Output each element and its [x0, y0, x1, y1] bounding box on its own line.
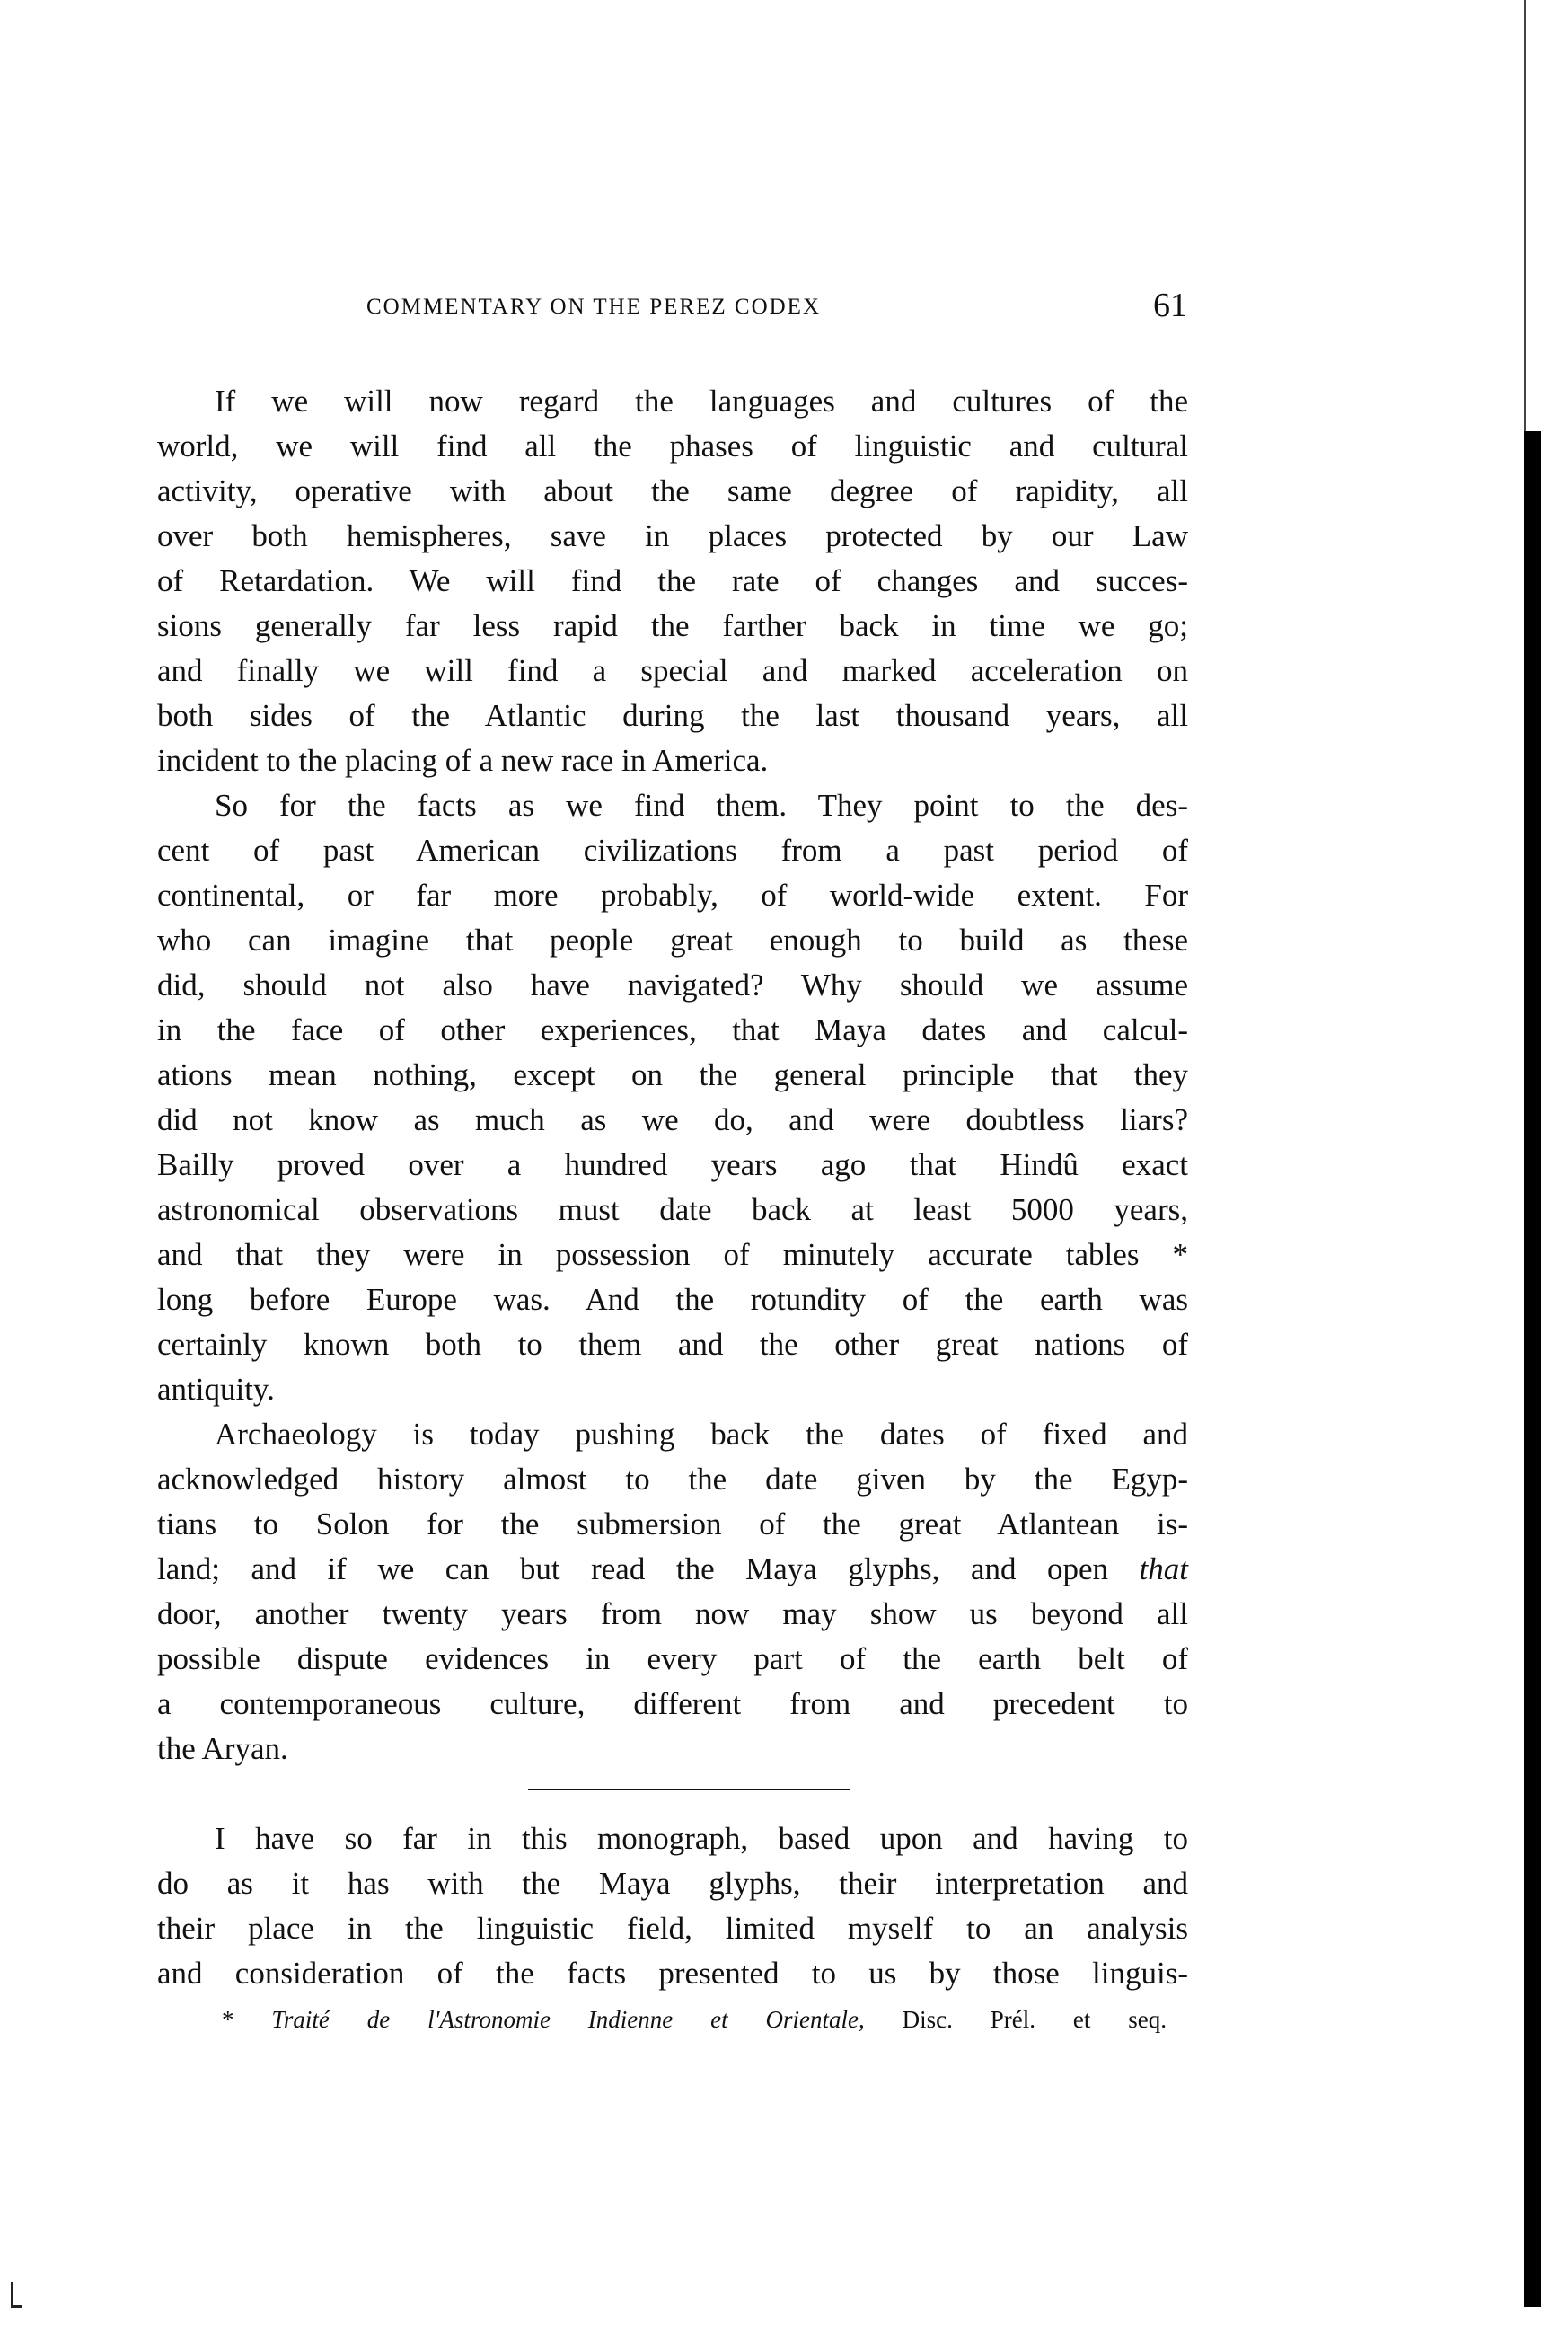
text-line: their place in the linguistic field, limited myself to an analysis	[157, 1911, 1188, 1946]
text-line: So for the facts as we find them. They point to the des-	[215, 788, 1188, 823]
scan-mark	[11, 2305, 22, 2308]
text-line: sions generally far less rapid the farther back in time we go;	[157, 608, 1188, 643]
text-line: in the face of other experiences, that Maya dates and calcul-	[157, 1012, 1188, 1047]
text-line: both sides of the Atlantic during the last thousand years, all	[157, 698, 1188, 733]
text-line: the Aryan.	[157, 1731, 288, 1766]
text-line: ations mean nothing, except on the general principle that they	[157, 1057, 1188, 1092]
text-line: continental, or far more probably, of world-wide extent. For	[157, 878, 1188, 913]
text-line: of Retardation. We will find the rate of changes and succes-	[157, 563, 1188, 598]
running-title: COMMENTARY ON THE PEREZ CODEX	[366, 295, 822, 319]
scan-edge-bar	[1524, 431, 1541, 2307]
text-line: long before Europe was. And the rotundity of the earth was	[157, 1282, 1188, 1317]
text-segment: land; and if we can but read the Maya glyphs, and open	[157, 1551, 1140, 1586]
text-line: did not know as much as we do, and were doubtless liars?	[157, 1102, 1188, 1137]
text-line: door, another twenty years from now may show us beyond all	[157, 1596, 1188, 1631]
text-line: certainly known both to them and the other great nations of	[157, 1327, 1188, 1362]
text-line: over both hemispheres, save in places protected by our Law	[157, 518, 1188, 553]
text-line: activity, operative with about the same degree of rapidity, all	[157, 473, 1188, 508]
text-line: Bailly proved over a hundred years ago that Hindû exact	[157, 1147, 1188, 1182]
page-edge-line	[1524, 0, 1526, 431]
text-line	[157, 1547, 1188, 1592]
text-line: If we will now regard the languages and cultures of the	[215, 384, 1188, 419]
text-line: I have so far in this monograph, based upon and having to	[215, 1821, 1188, 1856]
text-line: do as it has with the Maya glyphs, their interpretation and	[157, 1866, 1188, 1901]
text-line: astronomical observations must date back at least 5000 years,	[157, 1192, 1188, 1227]
scan-mark	[11, 2282, 13, 2307]
footnote-rest: Disc. Prél. et seq.	[864, 2006, 1167, 2033]
text-line: and that they were in possession of minutely accurate tables *	[157, 1237, 1188, 1272]
text-line: tians to Solon for the submersion of the great Atlantean is-	[157, 1506, 1188, 1542]
text-line: cent of past American civilizations from a past period of	[157, 833, 1188, 868]
text-line: who can imagine that people great enough to build as these	[157, 923, 1188, 958]
text-line: and finally we will find a special and marked acceleration on	[157, 653, 1188, 688]
text-line: world, we will find all the phases of linguistic and cultural	[157, 428, 1188, 464]
text-line: possible dispute evidences in every part of the earth belt of	[157, 1641, 1188, 1676]
footnote-title: Traité de l'Astronomie Indienne et Orientale,	[271, 2006, 865, 2033]
footnote	[222, 2006, 1167, 2034]
footnote-marker: *	[222, 2006, 272, 2033]
text-line: incident to the placing of a new race in America.	[157, 743, 769, 778]
text-line: a contemporaneous culture, different from and precedent to	[157, 1686, 1188, 1721]
text-line: antiquity.	[157, 1372, 275, 1407]
text-line: acknowledged history almost to the date given by the Egyp-	[157, 1462, 1188, 1497]
text-line: Archaeology is today pushing back the dates of fixed and	[215, 1417, 1188, 1452]
text-line: did, should not also have navigated? Why should we assume	[157, 967, 1188, 1003]
text-line: and consideration of the facts presented to us by those linguis-	[157, 1956, 1188, 1991]
italic-text: that	[1139, 1551, 1188, 1586]
section-divider	[528, 1789, 850, 1790]
page-number: 61	[1153, 287, 1187, 324]
